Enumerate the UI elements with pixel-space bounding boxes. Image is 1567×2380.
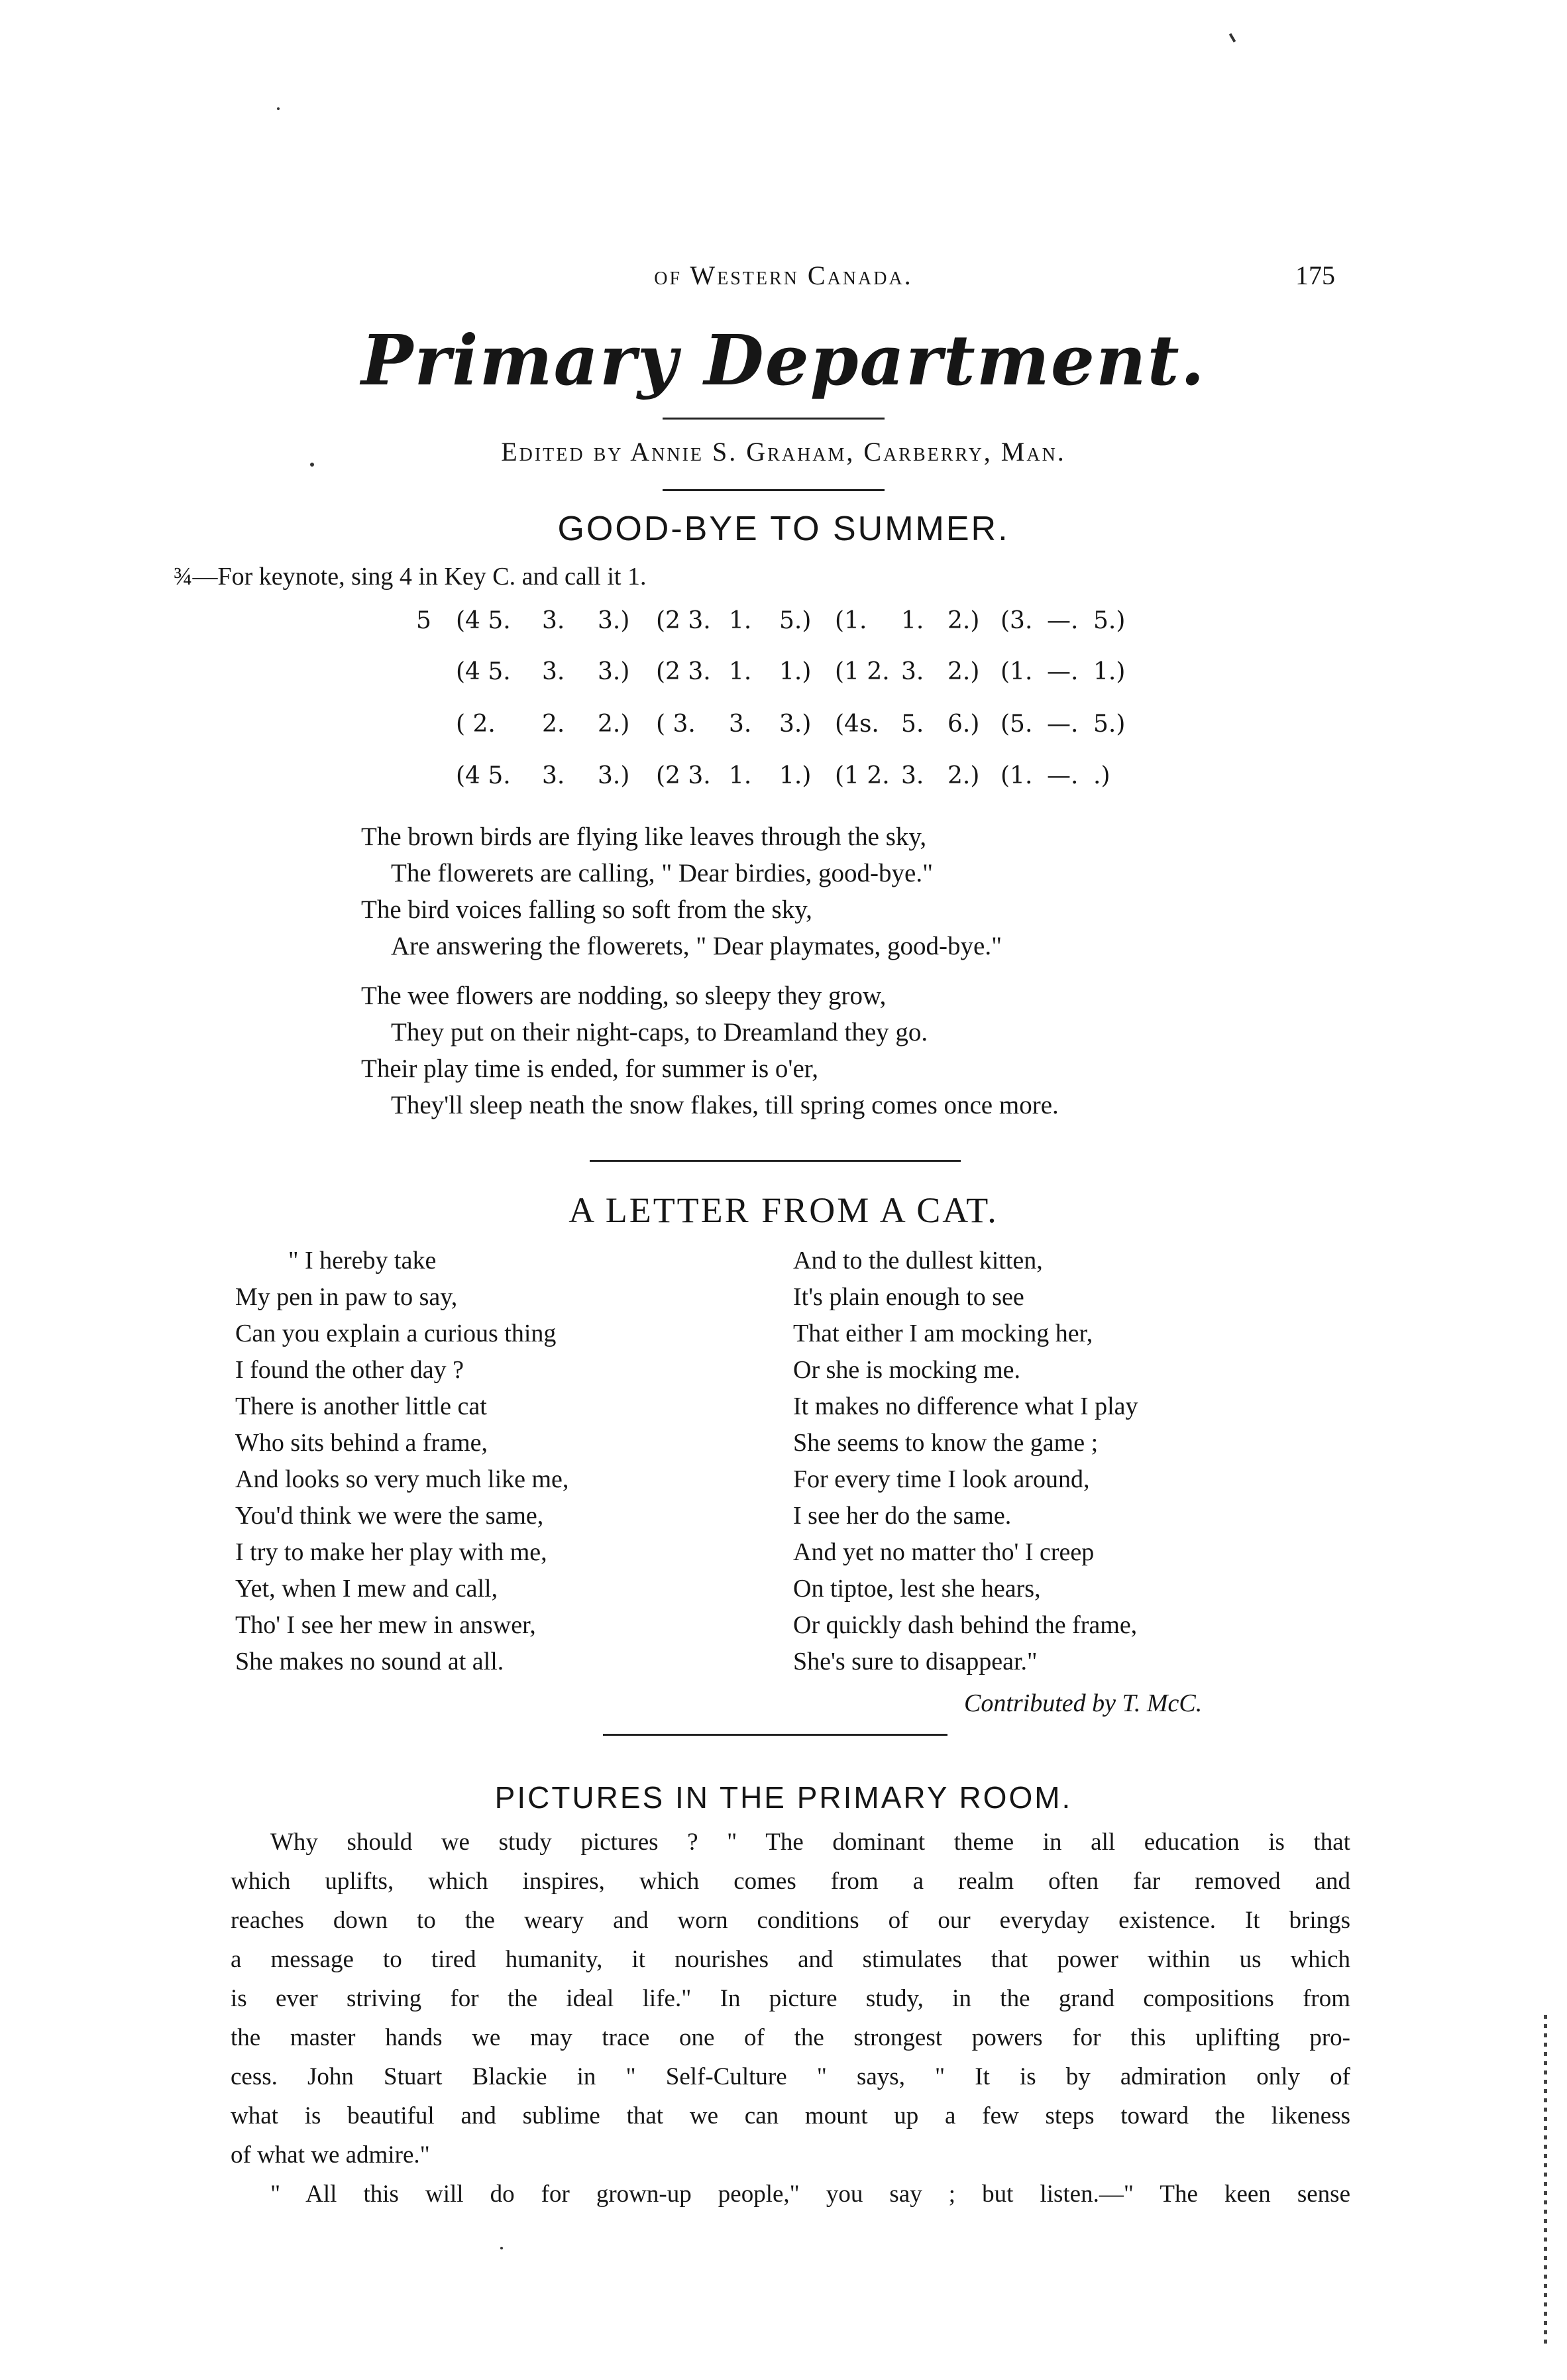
- poem-left-line: My pen in paw to say,: [235, 1283, 458, 1311]
- poem-left-line: She makes no sound at all.: [235, 1648, 504, 1675]
- note: (1.: [1000, 762, 1033, 789]
- note: (4 5.: [456, 658, 511, 685]
- note: (2 3.: [656, 762, 711, 789]
- pictures-title: PICTURES IN THE PRIMARY ROOM.: [494, 1780, 1073, 1815]
- poem-left-line: Tho' I see her mew in answer,: [235, 1611, 536, 1639]
- note: 3.): [779, 710, 812, 738]
- note: ( 2.: [456, 710, 496, 738]
- title-rule: [663, 418, 885, 420]
- poem-right-line: She's sure to disappear.": [793, 1648, 1038, 1675]
- poem-left-line: There is another little cat: [235, 1392, 487, 1420]
- note: 5.): [1093, 710, 1126, 738]
- paragraph-line: which uplifts, which inspires, which comes from a realm often far removed and: [231, 1868, 1350, 1895]
- note: 3.: [542, 607, 565, 634]
- poem-left-line: You'd think we were the same,: [235, 1502, 544, 1530]
- note: —.: [1047, 762, 1079, 789]
- paragraph-line: is ever striving for the ideal life." In picture study, in the grand compositions from: [231, 1985, 1350, 2012]
- stanza-line: The bird voices falling so soft from the sky,: [361, 895, 812, 924]
- poem-right-line: And to the dullest kitten,: [793, 1247, 1043, 1275]
- note: (1 2.: [835, 762, 890, 789]
- note: 3.: [542, 658, 565, 685]
- page-edge-noise: [1544, 2015, 1547, 2346]
- note: (4 5.: [456, 762, 511, 789]
- note: —.: [1047, 710, 1079, 738]
- keynote-instruction: ¾—For keynote, sing 4 in Key C. and call it 1.: [174, 563, 647, 591]
- poem-right-line: On tiptoe, lest she hears,: [793, 1575, 1041, 1603]
- note: (2 3.: [656, 658, 711, 685]
- note: 3.: [729, 710, 752, 738]
- poem-right-line: She seems to know the game ;: [793, 1429, 1099, 1457]
- scan-speck: [310, 463, 314, 467]
- poem-left-line: And looks so very much like me,: [235, 1465, 569, 1493]
- poem-right-line: It makes no difference what I play: [793, 1392, 1138, 1420]
- poem-right-line: Or quickly dash behind the frame,: [793, 1611, 1138, 1639]
- note: 1.): [779, 762, 812, 789]
- paragraph-line: the master hands we may trace one of the strongest powers for this uplifting pro-: [231, 2024, 1350, 2051]
- stanza-line: Their play time is ended, for summer is o'er,: [361, 1054, 818, 1083]
- editor-rule: [663, 489, 885, 491]
- note: 5: [416, 607, 431, 634]
- note: 1.): [779, 658, 812, 685]
- note: 3.: [901, 658, 924, 685]
- paragraph-line: Why should we study pictures ? " The dominant theme in all education is that: [270, 1829, 1350, 1856]
- note: 2.): [947, 607, 980, 634]
- poem-left-line: I try to make her play with me,: [235, 1538, 547, 1566]
- poem-right-line: That either I am mocking her,: [793, 1320, 1093, 1347]
- note: (1.: [1000, 658, 1033, 685]
- note: 2.: [542, 710, 565, 738]
- editor-line: Edited by Annie S. Graham, Carberry, Man.: [501, 437, 1066, 467]
- note: 3.): [598, 607, 630, 634]
- page-number: 175: [1295, 260, 1335, 290]
- scan-speck: [277, 107, 280, 110]
- paragraph-line: reaches down to the weary and worn conditions of our everyday existence. It brings: [231, 1907, 1350, 1934]
- note: 3.): [598, 658, 630, 685]
- note: 5.): [779, 607, 812, 634]
- stanza-line: The flowerets are calling, " Dear birdies, good-bye.": [391, 859, 934, 887]
- song-title: GOOD-BYE TO SUMMER.: [557, 510, 1010, 548]
- note: (1.: [835, 607, 867, 634]
- poem-right-line: For every time I look around,: [793, 1465, 1090, 1493]
- paragraph-line: a message to tired humanity, it nourishes and stimulates that power within us which: [231, 1946, 1350, 1973]
- department-title: Primary Department.: [361, 319, 1206, 401]
- note: 1.: [901, 607, 924, 634]
- note: (4s.: [835, 710, 879, 738]
- note: 3.: [901, 762, 924, 789]
- stanza-line: The wee flowers are nodding, so sleepy they grow,: [361, 982, 887, 1010]
- note: —.: [1047, 658, 1079, 685]
- note: (2 3.: [656, 607, 711, 634]
- note: 2.): [947, 762, 980, 789]
- stanza-line: Are answering the flowerets, " Dear playmates, good-bye.": [391, 932, 1002, 960]
- poem-left-line: Who sits behind a frame,: [235, 1429, 488, 1457]
- paragraph-line: " All this will do for grown-up people," you say ; but listen.—" The keen sense: [270, 2181, 1350, 2208]
- stanza-line: The brown birds are flying like leaves through the sky,: [361, 822, 927, 851]
- note: 1.: [729, 658, 752, 685]
- note: 1.): [1093, 658, 1126, 685]
- note: —.: [1047, 607, 1079, 634]
- note: (3.: [1000, 607, 1033, 634]
- poem-right-line: And yet no matter tho' I creep: [793, 1538, 1095, 1566]
- note: 1.: [729, 607, 752, 634]
- note: (5.: [1000, 710, 1033, 738]
- paragraph-line: of what we admire.": [231, 2141, 430, 2169]
- stanza-line: They'll sleep neath the snow flakes, till spring comes once more.: [391, 1091, 1059, 1119]
- note: 3.: [542, 762, 565, 789]
- poem-left-line: " I hereby take: [288, 1247, 437, 1275]
- poem-right-line: Or she is mocking me.: [793, 1356, 1021, 1384]
- note: 5.): [1093, 607, 1126, 634]
- running-title: of Western Canada.: [654, 260, 913, 290]
- note: 1.: [729, 762, 752, 789]
- poem-left-line: Can you explain a curious thing: [235, 1320, 557, 1347]
- paragraph-line: cess. John Stuart Blackie in " Self-Culture " says, " It is by admiration only of: [231, 2063, 1350, 2090]
- section-divider: [590, 1160, 961, 1162]
- poem-left-line: Yet, when I mew and call,: [235, 1575, 498, 1603]
- stanza-line: They put on their night-caps, to Dreamland they go.: [391, 1018, 928, 1047]
- note: 3.): [598, 762, 630, 789]
- note: (4 5.: [456, 607, 511, 634]
- note: 6.): [947, 710, 980, 738]
- note: (1 2.: [835, 658, 890, 685]
- poem-right-line: I see her do the same.: [793, 1502, 1012, 1530]
- section-divider: [603, 1734, 947, 1736]
- note: .): [1093, 762, 1110, 789]
- scan-speck: [1229, 33, 1236, 42]
- note: 2.): [947, 658, 980, 685]
- paragraph-line: what is beautiful and sublime that we can mount up a few steps toward the likeness: [231, 2102, 1350, 2129]
- poem-left-line: I found the other day ?: [235, 1356, 464, 1384]
- scan-speck: [500, 2247, 503, 2249]
- note: 5.: [901, 710, 924, 738]
- contributor-credit: Contributed by T. McC.: [964, 1689, 1203, 1717]
- poem-right-line: It's plain enough to see: [793, 1283, 1024, 1311]
- letter-title: A LETTER FROM A CAT.: [568, 1190, 999, 1230]
- note: ( 3.: [656, 710, 696, 738]
- note: 2.): [598, 710, 630, 738]
